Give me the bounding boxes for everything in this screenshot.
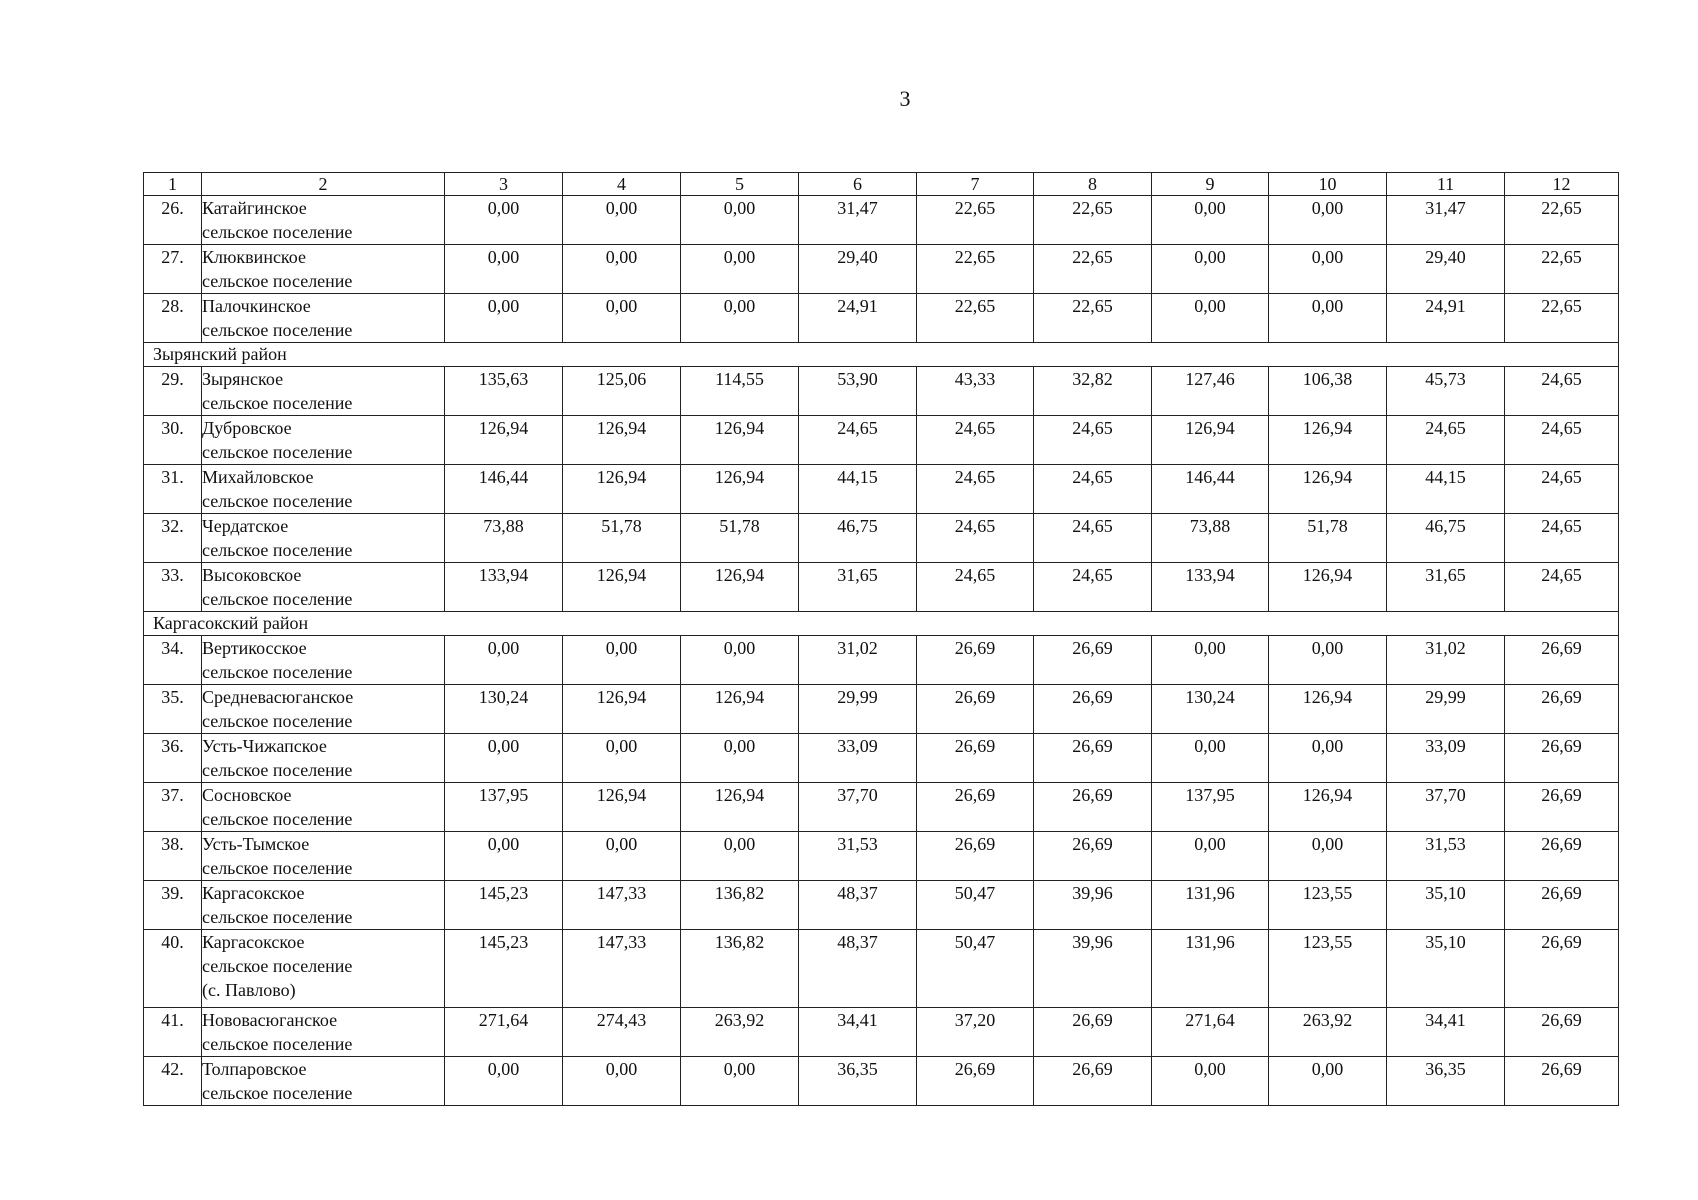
value-cell-col-5: 114,55: [681, 367, 799, 416]
value-cell-col-5: 126,94: [681, 563, 799, 612]
settlement-name-line: Михайловское: [202, 467, 314, 487]
value-cell-col-7: 26,69: [917, 636, 1034, 685]
row-number: 29.: [144, 367, 202, 416]
settlement-name-line: (с. Павлово): [202, 980, 296, 1000]
settlement-name: [202, 685, 445, 734]
value-cell-col-3: 133,94: [445, 563, 563, 612]
settlement-name: [202, 881, 445, 930]
value-cell-col-10: 126,94: [1269, 563, 1387, 612]
settlement-name-line: Сосновское: [202, 785, 292, 805]
value-cell-col-4: 0,00: [563, 196, 681, 245]
table-row: [144, 245, 1619, 294]
value-cell-col-4: 0,00: [563, 294, 681, 343]
value-cell-col-4: 0,00: [563, 636, 681, 685]
value-cell-col-11: 31,02: [1387, 636, 1505, 685]
value-cell-col-10: 0,00: [1269, 245, 1387, 294]
table-row: [144, 783, 1619, 832]
column-header-6: 6: [799, 173, 917, 196]
settlement-name: [202, 636, 445, 685]
value-cell-col-11: 31,65: [1387, 563, 1505, 612]
settlement-name-line: сельское поселение: [202, 320, 353, 340]
column-header-8: 8: [1034, 173, 1152, 196]
value-cell-col-12: 22,65: [1505, 294, 1619, 343]
column-header-7: 7: [917, 173, 1034, 196]
value-cell-col-3: 130,24: [445, 685, 563, 734]
row-number: 32.: [144, 514, 202, 563]
settlement-name: [202, 196, 445, 245]
value-cell-col-3: 145,23: [445, 930, 563, 1008]
value-cell-col-11: 35,10: [1387, 881, 1505, 930]
value-cell-col-10: 0,00: [1269, 832, 1387, 881]
value-cell-col-6: 48,37: [799, 930, 917, 1008]
table-header-row: [144, 173, 1619, 196]
settlement-name-line: сельское поселение: [202, 271, 353, 291]
value-cell-col-3: 146,44: [445, 465, 563, 514]
value-cell-col-5: 0,00: [681, 196, 799, 245]
value-cell-col-3: 271,64: [445, 1008, 563, 1057]
settlement-name-line: сельское поселение: [202, 442, 353, 462]
value-cell-col-6: 29,99: [799, 685, 917, 734]
value-cell-col-9: 0,00: [1152, 245, 1269, 294]
value-cell-col-7: 26,69: [917, 783, 1034, 832]
value-cell-col-9: 130,24: [1152, 685, 1269, 734]
value-cell-col-12: 22,65: [1505, 245, 1619, 294]
settlement-name: [202, 367, 445, 416]
row-number: 37.: [144, 783, 202, 832]
value-cell-col-9: 0,00: [1152, 734, 1269, 783]
value-cell-col-10: 0,00: [1269, 196, 1387, 245]
page-number: 3: [899, 86, 911, 111]
value-cell-col-7: 22,65: [917, 245, 1034, 294]
value-cell-col-5: 263,92: [681, 1008, 799, 1057]
table-row: [144, 832, 1619, 881]
region-label: Зырянский район: [144, 343, 1619, 367]
value-cell-col-11: 33,09: [1387, 734, 1505, 783]
value-cell-col-6: 31,65: [799, 563, 917, 612]
value-cell-col-7: 43,33: [917, 367, 1034, 416]
settlement-name-line: сельское поселение: [202, 540, 353, 560]
value-cell-col-7: 24,65: [917, 416, 1034, 465]
value-cell-col-7: 24,65: [917, 514, 1034, 563]
table-row: [144, 1008, 1619, 1057]
row-number: 38.: [144, 832, 202, 881]
settlement-name-line: Каргасокское: [202, 932, 305, 952]
value-cell-col-5: 0,00: [681, 734, 799, 783]
value-cell-col-6: 24,91: [799, 294, 917, 343]
settlement-name-line: сельское поселение: [202, 393, 353, 413]
value-cell-col-4: 0,00: [563, 734, 681, 783]
value-cell-col-7: 50,47: [917, 881, 1034, 930]
value-cell-col-8: 24,65: [1034, 514, 1152, 563]
value-cell-col-11: 35,10: [1387, 930, 1505, 1008]
value-cell-col-10: 0,00: [1269, 294, 1387, 343]
value-cell-col-4: 0,00: [563, 1057, 681, 1106]
row-number: 42.: [144, 1057, 202, 1106]
settlement-name-line: Зырянское: [202, 369, 284, 389]
value-cell-col-12: 26,69: [1505, 685, 1619, 734]
value-cell-col-7: 50,47: [917, 930, 1034, 1008]
value-cell-col-3: 137,95: [445, 783, 563, 832]
settlement-name-line: сельское поселение: [202, 956, 353, 976]
value-cell-col-6: 46,75: [799, 514, 917, 563]
row-number: 30.: [144, 416, 202, 465]
value-cell-col-3: 0,00: [445, 196, 563, 245]
region-label: Каргасокский район: [144, 612, 1619, 636]
table-row: [144, 514, 1619, 563]
value-cell-col-4: 126,94: [563, 563, 681, 612]
value-cell-col-10: 123,55: [1269, 930, 1387, 1008]
value-cell-col-12: 24,65: [1505, 465, 1619, 514]
row-number: 39.: [144, 881, 202, 930]
value-cell-col-4: 126,94: [563, 783, 681, 832]
value-cell-col-4: 125,06: [563, 367, 681, 416]
value-cell-col-9: 137,95: [1152, 783, 1269, 832]
settlement-name: [202, 294, 445, 343]
value-cell-col-4: 0,00: [563, 832, 681, 881]
value-cell-col-5: 136,82: [681, 881, 799, 930]
settlement-name: [202, 416, 445, 465]
table-row: [144, 416, 1619, 465]
row-number: 26.: [144, 196, 202, 245]
settlement-name-line: сельское поселение: [202, 760, 353, 780]
value-cell-col-8: 39,96: [1034, 881, 1152, 930]
value-cell-col-6: 48,37: [799, 881, 917, 930]
value-cell-col-10: 126,94: [1269, 465, 1387, 514]
value-cell-col-3: 126,94: [445, 416, 563, 465]
value-cell-col-6: 34,41: [799, 1008, 917, 1057]
value-cell-col-10: 0,00: [1269, 734, 1387, 783]
settlement-name: [202, 783, 445, 832]
value-cell-col-8: 24,65: [1034, 465, 1152, 514]
value-cell-col-9: 0,00: [1152, 294, 1269, 343]
settlement-name-line: сельское поселение: [202, 858, 353, 878]
value-cell-col-5: 126,94: [681, 416, 799, 465]
value-cell-col-5: 0,00: [681, 1057, 799, 1106]
value-cell-col-8: 26,69: [1034, 685, 1152, 734]
value-cell-col-9: 131,96: [1152, 930, 1269, 1008]
settlement-name: [202, 245, 445, 294]
value-cell-col-11: 24,65: [1387, 416, 1505, 465]
row-number: 36.: [144, 734, 202, 783]
value-cell-col-8: 22,65: [1034, 294, 1152, 343]
settlement-name-line: сельское поселение: [202, 589, 353, 609]
value-cell-col-7: 26,69: [917, 685, 1034, 734]
value-cell-col-5: 126,94: [681, 685, 799, 734]
settlement-name-line: Каргасокское: [202, 883, 305, 903]
settlement-name-line: сельское поселение: [202, 809, 353, 829]
value-cell-col-4: 126,94: [563, 465, 681, 514]
table-row: [144, 685, 1619, 734]
table-row: [144, 367, 1619, 416]
value-cell-col-3: 0,00: [445, 294, 563, 343]
value-cell-col-4: 0,00: [563, 245, 681, 294]
value-cell-col-4: 147,33: [563, 881, 681, 930]
value-cell-col-12: 24,65: [1505, 367, 1619, 416]
value-cell-col-12: 22,65: [1505, 196, 1619, 245]
value-cell-col-11: 29,99: [1387, 685, 1505, 734]
settlement-name-line: сельское поселение: [202, 662, 353, 682]
table-row: [144, 294, 1619, 343]
value-cell-col-12: 26,69: [1505, 881, 1619, 930]
settlement-name: [202, 465, 445, 514]
value-cell-col-7: 22,65: [917, 196, 1034, 245]
value-cell-col-4: 126,94: [563, 685, 681, 734]
value-cell-col-9: 0,00: [1152, 832, 1269, 881]
table-row: [144, 734, 1619, 783]
value-cell-col-10: 126,94: [1269, 685, 1387, 734]
settlement-name-line: Нововасюганское: [202, 1010, 338, 1030]
value-cell-col-12: 24,65: [1505, 514, 1619, 563]
settlement-name-line: сельское поселение: [202, 222, 353, 242]
value-cell-col-9: 131,96: [1152, 881, 1269, 930]
value-cell-col-9: 146,44: [1152, 465, 1269, 514]
value-cell-col-3: 73,88: [445, 514, 563, 563]
value-cell-col-12: 24,65: [1505, 416, 1619, 465]
value-cell-col-9: 126,94: [1152, 416, 1269, 465]
settlement-name: [202, 734, 445, 783]
value-cell-col-8: 22,65: [1034, 245, 1152, 294]
value-cell-col-8: 26,69: [1034, 783, 1152, 832]
column-header-1: 1: [144, 173, 202, 196]
settlement-name-line: сельское поселение: [202, 907, 353, 927]
table-row: [144, 563, 1619, 612]
value-cell-col-4: 147,33: [563, 930, 681, 1008]
column-header-4: 4: [563, 173, 681, 196]
value-cell-col-3: 0,00: [445, 734, 563, 783]
table-row: [144, 1057, 1619, 1106]
value-cell-col-11: 29,40: [1387, 245, 1505, 294]
value-cell-col-12: 26,69: [1505, 832, 1619, 881]
region-row: [144, 343, 1619, 367]
value-cell-col-11: 31,47: [1387, 196, 1505, 245]
column-header-12: 12: [1505, 173, 1619, 196]
column-header-5: 5: [681, 173, 799, 196]
value-cell-col-5: 0,00: [681, 245, 799, 294]
value-cell-col-11: 37,70: [1387, 783, 1505, 832]
value-cell-col-7: 26,69: [917, 1057, 1034, 1106]
value-cell-col-4: 126,94: [563, 416, 681, 465]
value-cell-col-6: 44,15: [799, 465, 917, 514]
value-cell-col-9: 0,00: [1152, 636, 1269, 685]
settlement-name-line: Палочкинское: [202, 296, 311, 316]
settlement-name-line: Толпаровское: [202, 1059, 307, 1079]
settlement-name-line: Усть-Чижапское: [202, 736, 327, 756]
settlement-name-line: Катайгинское: [202, 198, 307, 218]
value-cell-col-10: 126,94: [1269, 416, 1387, 465]
value-cell-col-11: 34,41: [1387, 1008, 1505, 1057]
value-cell-col-8: 26,69: [1034, 832, 1152, 881]
table-row: [144, 636, 1619, 685]
settlement-name-line: сельское поселение: [202, 1034, 353, 1054]
value-cell-col-3: 0,00: [445, 1057, 563, 1106]
value-cell-col-11: 45,73: [1387, 367, 1505, 416]
row-number: 28.: [144, 294, 202, 343]
value-cell-col-7: 26,69: [917, 832, 1034, 881]
value-cell-col-8: 24,65: [1034, 563, 1152, 612]
settlement-name-line: Усть-Тымское: [202, 834, 310, 854]
tariff-table: [143, 172, 1619, 1106]
settlement-name-line: Чердатское: [202, 516, 289, 536]
value-cell-col-6: 24,65: [799, 416, 917, 465]
value-cell-col-6: 36,35: [799, 1057, 917, 1106]
value-cell-col-8: 39,96: [1034, 930, 1152, 1008]
value-cell-col-9: 0,00: [1152, 196, 1269, 245]
column-header-3: 3: [445, 173, 563, 196]
settlement-name-line: Дубровское: [202, 418, 292, 438]
value-cell-col-7: 24,65: [917, 465, 1034, 514]
column-header-11: 11: [1387, 173, 1505, 196]
value-cell-col-4: 51,78: [563, 514, 681, 563]
value-cell-col-11: 36,35: [1387, 1057, 1505, 1106]
settlement-name-line: Средневасюганское: [202, 687, 354, 707]
value-cell-col-6: 31,02: [799, 636, 917, 685]
table-row: [144, 196, 1619, 245]
settlement-name: [202, 1057, 445, 1106]
value-cell-col-5: 0,00: [681, 636, 799, 685]
value-cell-col-6: 33,09: [799, 734, 917, 783]
value-cell-col-12: 26,69: [1505, 734, 1619, 783]
value-cell-col-4: 274,43: [563, 1008, 681, 1057]
value-cell-col-12: 26,69: [1505, 1057, 1619, 1106]
table-row: [144, 930, 1619, 1008]
value-cell-col-12: 26,69: [1505, 1008, 1619, 1057]
value-cell-col-10: 0,00: [1269, 1057, 1387, 1106]
value-cell-col-9: 271,64: [1152, 1008, 1269, 1057]
column-header-10: 10: [1269, 173, 1387, 196]
value-cell-col-3: 0,00: [445, 832, 563, 881]
value-cell-col-7: 26,69: [917, 734, 1034, 783]
row-number: 40.: [144, 930, 202, 1008]
value-cell-col-6: 29,40: [799, 245, 917, 294]
settlement-name: [202, 563, 445, 612]
column-header-9: 9: [1152, 173, 1269, 196]
row-number: 35.: [144, 685, 202, 734]
value-cell-col-7: 22,65: [917, 294, 1034, 343]
value-cell-col-12: 24,65: [1505, 563, 1619, 612]
settlement-name: [202, 930, 445, 1008]
settlement-name-line: сельское поселение: [202, 1083, 353, 1103]
value-cell-col-11: 46,75: [1387, 514, 1505, 563]
value-cell-col-6: 31,53: [799, 832, 917, 881]
value-cell-col-6: 53,90: [799, 367, 917, 416]
row-number: 27.: [144, 245, 202, 294]
value-cell-col-10: 123,55: [1269, 881, 1387, 930]
settlement-name-line: сельское поселение: [202, 711, 353, 731]
settlement-name-line: Высоковское: [202, 565, 302, 585]
value-cell-col-10: 106,38: [1269, 367, 1387, 416]
row-number: 34.: [144, 636, 202, 685]
value-cell-col-9: 127,46: [1152, 367, 1269, 416]
value-cell-col-9: 133,94: [1152, 563, 1269, 612]
value-cell-col-5: 51,78: [681, 514, 799, 563]
value-cell-col-8: 22,65: [1034, 196, 1152, 245]
value-cell-col-10: 263,92: [1269, 1008, 1387, 1057]
value-cell-col-8: 26,69: [1034, 734, 1152, 783]
settlement-name-line: Вертикосское: [202, 638, 307, 658]
value-cell-col-5: 126,94: [681, 783, 799, 832]
value-cell-col-9: 73,88: [1152, 514, 1269, 563]
value-cell-col-3: 145,23: [445, 881, 563, 930]
table-row: [144, 881, 1619, 930]
value-cell-col-11: 31,53: [1387, 832, 1505, 881]
value-cell-col-8: 32,82: [1034, 367, 1152, 416]
value-cell-col-12: 26,69: [1505, 783, 1619, 832]
value-cell-col-6: 37,70: [799, 783, 917, 832]
settlement-name-line: Клюквинское: [202, 247, 306, 267]
value-cell-col-8: 26,69: [1034, 1008, 1152, 1057]
value-cell-col-12: 26,69: [1505, 930, 1619, 1008]
value-cell-col-7: 37,20: [917, 1008, 1034, 1057]
value-cell-col-8: 26,69: [1034, 636, 1152, 685]
value-cell-col-5: 136,82: [681, 930, 799, 1008]
value-cell-col-10: 51,78: [1269, 514, 1387, 563]
value-cell-col-12: 26,69: [1505, 636, 1619, 685]
settlement-name: [202, 1008, 445, 1057]
value-cell-col-8: 24,65: [1034, 416, 1152, 465]
value-cell-col-7: 24,65: [917, 563, 1034, 612]
value-cell-col-9: 0,00: [1152, 1057, 1269, 1106]
region-row: [144, 612, 1619, 636]
value-cell-col-6: 31,47: [799, 196, 917, 245]
value-cell-col-11: 24,91: [1387, 294, 1505, 343]
settlement-name-line: сельское поселение: [202, 491, 353, 511]
value-cell-col-3: 0,00: [445, 636, 563, 685]
value-cell-col-5: 126,94: [681, 465, 799, 514]
value-cell-col-11: 44,15: [1387, 465, 1505, 514]
value-cell-col-8: 26,69: [1034, 1057, 1152, 1106]
value-cell-col-5: 0,00: [681, 832, 799, 881]
settlement-name: [202, 832, 445, 881]
value-cell-col-10: 126,94: [1269, 783, 1387, 832]
row-number: 31.: [144, 465, 202, 514]
value-cell-col-5: 0,00: [681, 294, 799, 343]
row-number: 41.: [144, 1008, 202, 1057]
row-number: 33.: [144, 563, 202, 612]
table-row: [144, 465, 1619, 514]
table-body: [144, 196, 1619, 1106]
value-cell-col-10: 0,00: [1269, 636, 1387, 685]
column-header-2: 2: [202, 173, 445, 196]
value-cell-col-3: 0,00: [445, 245, 563, 294]
value-cell-col-3: 135,63: [445, 367, 563, 416]
settlement-name: [202, 514, 445, 563]
